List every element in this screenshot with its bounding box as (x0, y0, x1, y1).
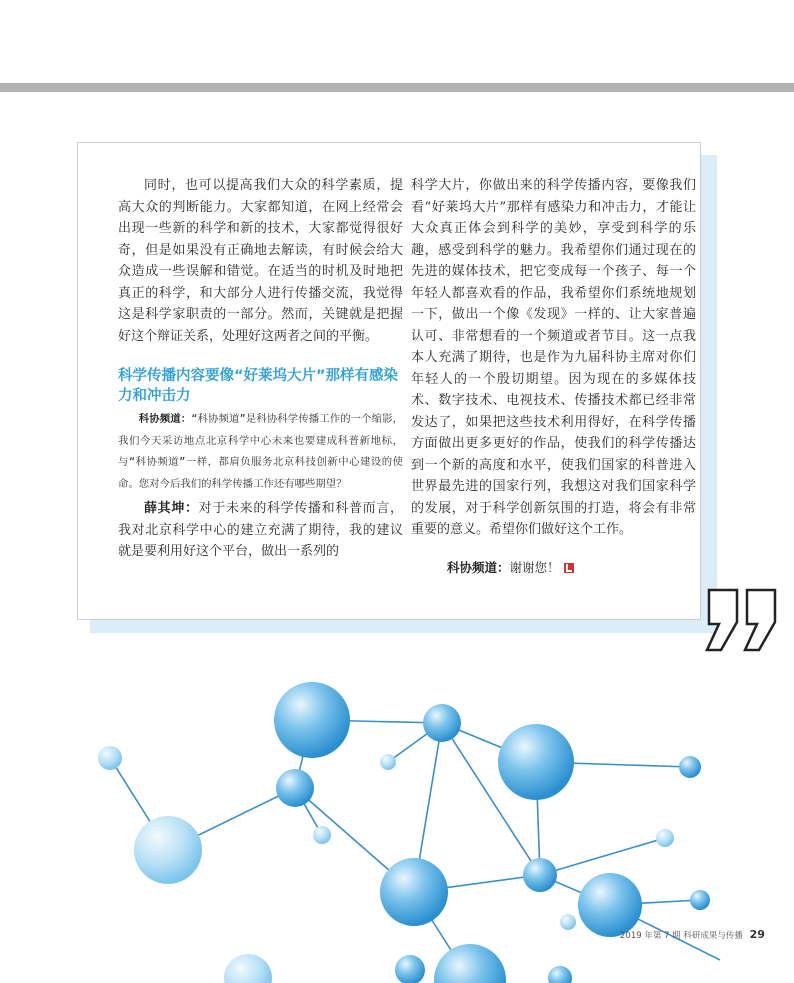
article-card (77, 142, 701, 620)
molecule-atoms (98, 682, 710, 983)
paragraph-continuation: 科学大片，你做出来的科学传播内容，要像我们看“好莱坞大片”那样有感染力和冲击力，才能让大众真正体会到科学的美妙，享受到科学的乐趣，感受到科学的魅力。我希望你们通过现在的先进的媒体技术，把它变成每一个孩子、每一个年轻人都喜欢看的作品，我希望你们系统地规划一下，做出一个像《发现》一样的、让大家普遍认可、非常想看的一个频道或者节目。这一点我本人充满了期待，也是作为九届科协主席对你们年轻人的一个殷切期望。因为现在的多媒体技术、数字技术、电视技术、传播技术都已经非常发达了，如果把这些技术利用得好，在科学传播方面做出更多更好的作品，使我们的科学传播达到一个新的高度和水平，使我们国家的科普进入世界最先进的国家行列，我想这对我们国家科学的发展，对于科学创新氛围的打造，将会有非常重要的意义。希望你们做好这个工作。 (411, 178, 696, 537)
answer-speaker: 薛其坤： (144, 501, 199, 516)
question-text: “科协频道”是科协科学传播工作的一个缩影，我们今天采访地点北京科学中心未来也要建成科普新地标，与“科协频道”一样，都肩负服务北京科技创新中心建设的使命。您对今后我们的科学传播工作还有哪些期望？ (118, 413, 403, 490)
page-number: 29 (749, 928, 765, 941)
answer-text: 对于未来的科学传播和科普而言，我对北京科学中心的建立充满了期待，我的建议就是要利用好这个平台，做出一系列的 (118, 501, 403, 559)
thanks-line (411, 557, 696, 579)
right-column (411, 175, 696, 578)
section-heading: 科学传播内容要像“好莱坞大片”那样有感染力和冲击力 (118, 368, 399, 404)
question-speaker: 科协频道： (138, 413, 192, 425)
question-paragraph (118, 409, 403, 495)
end-mark-icon (564, 563, 574, 573)
top-gray-bar (0, 83, 794, 92)
issue-label: 2019 年第 7 期 (620, 931, 681, 941)
thanks-speaker: 科协频道： (447, 559, 510, 575)
page-footer (620, 928, 765, 941)
closing-quote-icon (699, 584, 785, 654)
left-column (118, 175, 403, 563)
answer-paragraph (118, 498, 403, 563)
paragraph-balance: 同时，也可以提高我们大众的科学素质，提高大众的判断能力。大家都知道，在网上经常会出现一些新的科学和新的技术，大家都觉得很好奇，但是如果没有正确地去解读，有时候会给大众造成一些误解和错觉。在适当的时机及时地把真正的科学，和大部分人进行传播交流，我觉得这是科学家职责的一部分。然而，关键就是把握好这个辩证关系，处理好这两者之间的平衡。 (118, 178, 403, 344)
thanks-text: 谢谢您！ (509, 559, 560, 575)
journal-name: 科研成果与传播 (683, 931, 743, 941)
